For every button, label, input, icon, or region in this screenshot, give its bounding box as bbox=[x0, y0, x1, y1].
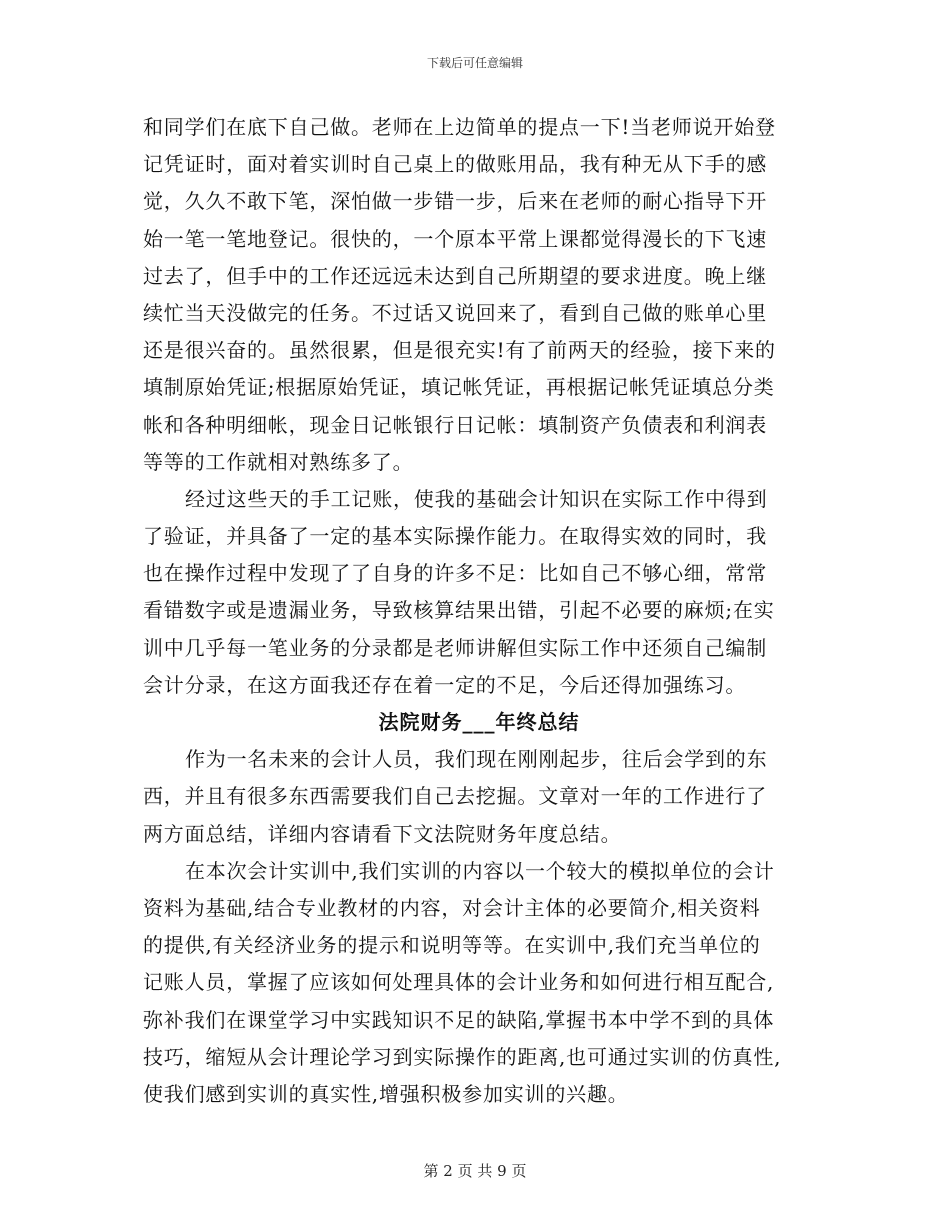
text-line: 记账人员，掌握了应该如何处理具体的会计业务和如何进行相互配合, bbox=[143, 970, 775, 995]
text-line: 两方面总结，详细内容请看下文法院财务年度总结。 bbox=[143, 821, 622, 846]
text-line: 还是很兴奋的。虽然很累，但是很充实!有了前两天的经验，接下来的 bbox=[143, 338, 776, 363]
text-line: 等等的工作就相对熟练多了。 bbox=[143, 449, 414, 474]
text-line: 觉，久久不敢下笔，深怕做一步错一步，后来在老师的耐心指导下开 bbox=[143, 189, 767, 214]
text-line: 的提供,有关经济业务的提示和说明等等。在实训中,我们充当单位的 bbox=[143, 933, 761, 958]
text-line: 资料为基础,结合专业教材的内容，对会计主体的必要简介,相关资料 bbox=[143, 895, 761, 920]
text-line: 和同学们在底下自己做。老师在上边简单的提点一下!当老师说开始登 bbox=[143, 115, 776, 139]
paragraph-start-line: 经过这些天的手工记账，使我的基础会计知识在实际工作中得到 bbox=[185, 486, 768, 511]
page-header: 下载后可任意编辑 bbox=[426, 56, 523, 70]
text-line: 训中几乎每一笔业务的分录都是老师讲解但实际工作中还须自己编制 bbox=[143, 635, 767, 660]
text-line: 记凭证时，面对着实训时自己桌上的做账用品，我有种无从下手的感 bbox=[143, 152, 767, 177]
document-body bbox=[143, 109, 815, 1113]
page-number: 第 2 页 共 9 页 bbox=[423, 1162, 527, 1180]
text-line: 填制原始凭证;根据原始凭证，填记帐凭证，再根据记帐凭证填总分类 bbox=[143, 375, 775, 400]
text-line: 也在操作过程中发现了了自身的许多不足：比如自己不够心细，常常 bbox=[143, 561, 767, 586]
text-line: 使我们感到实训的真实性,增强积极参加实训的兴趣。 bbox=[143, 1081, 629, 1106]
text-line: 过去了，但手中的工作还远远未达到自己所期望的要求进度。晚上继 bbox=[143, 263, 767, 288]
text-line: 帐和各种明细帐，现金日记帐银行日记帐：填制资产负债表和利润表 bbox=[143, 412, 767, 437]
paragraph-start-line: 在本次会计实训中,我们实训的内容以一个较大的模拟单位的会计 bbox=[185, 858, 775, 883]
text-line: 续忙当天没做完的任务。不过话又说回来了，看到自己做的账单心里 bbox=[143, 300, 767, 325]
text-line: 弥补我们在课堂学习中实践知识不足的缺陷,掌握书本中学不到的具体 bbox=[143, 1007, 775, 1032]
paragraph-start-line: 作为一名未来的会计人员，我们现在刚刚起步，往后会学到的东 bbox=[185, 747, 768, 772]
text-line: 技巧，缩短从会计理论学习到实际操作的距离,也可通过实训的仿真性, bbox=[143, 1044, 782, 1069]
text-line: 西，并且有很多东西需要我们自己去挖掘。文章对一年的工作进行了 bbox=[143, 784, 767, 809]
text-line: 始一笔一笔地登记。很快的，一个原本平常上课都觉得漫长的下飞速 bbox=[143, 226, 767, 251]
text-line: 看错数字或是遗漏业务，导致核算结果出错，引起不必要的麻烦;在实 bbox=[143, 598, 775, 623]
text-line: 会计分录，在这方面我还存在着一定的不足，今后还得加强练习。 bbox=[143, 672, 747, 697]
text-line: 了验证，并具备了一定的基本实际操作能力。在取得实效的同时，我 bbox=[143, 524, 767, 549]
section-title: 法院财务___年终总结 bbox=[378, 710, 580, 734]
